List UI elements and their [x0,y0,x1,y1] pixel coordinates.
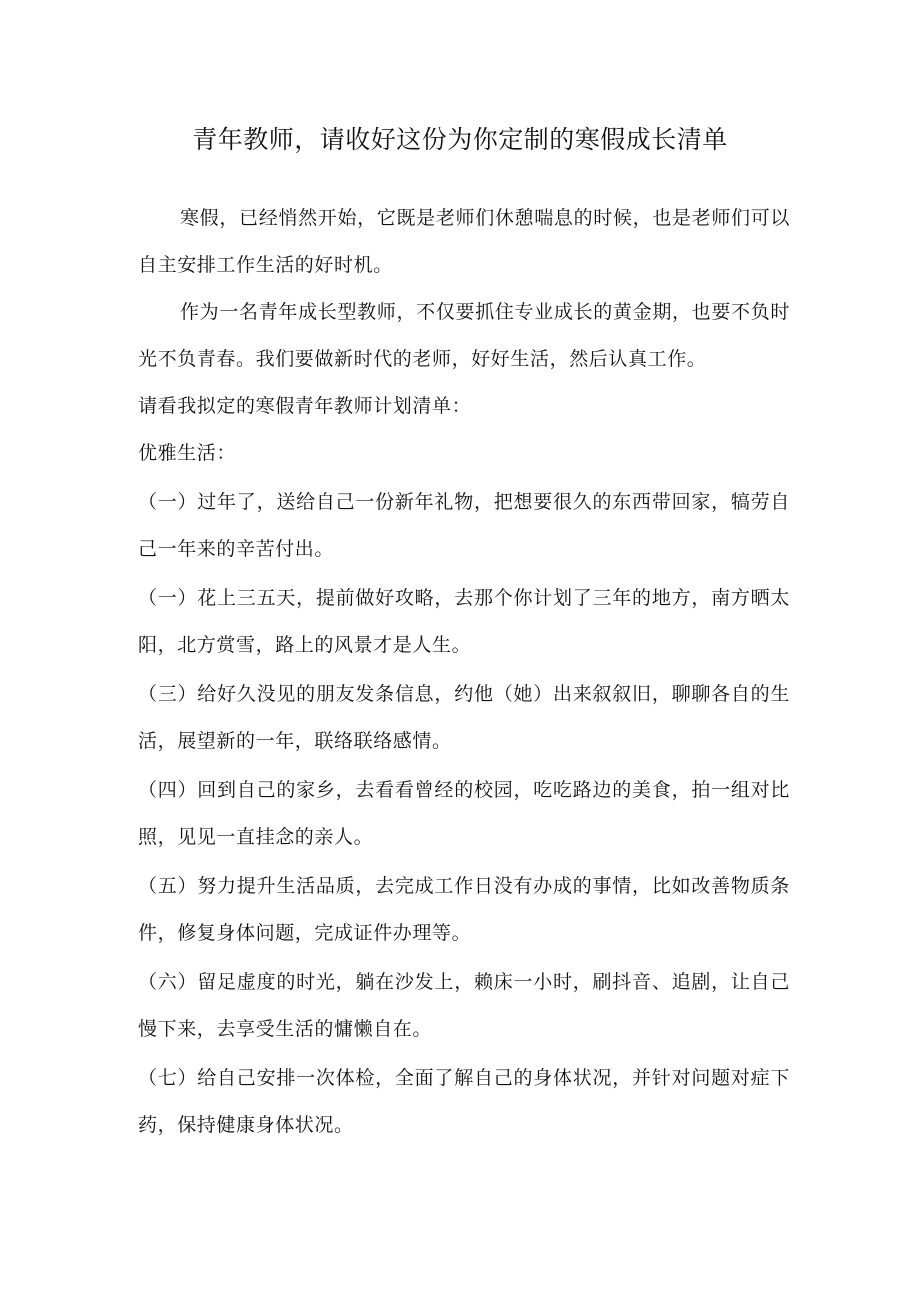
list-item: （五）努力提升生活品质，去完成工作日没有办成的事情，比如改善物质条件，修复身体问题，完成证件办理等。 [138,875,790,944]
list-item: （三）给好久没见的朋友发条信息，约他（她）出来叙叙旧，聊聊各自的生活，展望新的一年，联络联络感情。 [138,683,790,752]
plan-intro-line: 请看我拟定的寒假青年教师计划清单： [138,395,472,417]
list-item: （一）过年了，送给自己一份新年礼物，把想要很久的东西带回家，犒劳自己一年来的辛苦付出。 [138,491,790,560]
list-item: （一）花上三五天，提前做好攻略，去那个你计划了三年的地方，南方晒太阳，北方赏雪，路上的风景才是人生。 [138,587,790,656]
intro-paragraph-2: 作为一名青年成长型教师，不仅要抓住专业成长的黄金期，也要不负时光不负青春。我们要做新时代的老师，好好生活，然后认真工作。 [138,301,790,370]
section-heading: 优雅生活： [138,442,237,464]
document-title: 青年教师，请收好这份为你定制的寒假成长清单 [192,125,728,154]
intro-paragraph-1: 寒假，已经悄然开始，它既是老师们休憩喘息的时候，也是老师们可以自主安排工作生活的好时机。 [138,207,790,276]
list-item: （六）留足虚度的时光，躺在沙发上，赖床一小时，刷抖音、追剧，让自己慢下来，去享受生活的慵懒自在。 [138,971,790,1040]
list-item: （七）给自己安排一次体检，全面了解自己的身体状况，并针对问题对症下药，保持健康身体状况。 [138,1067,790,1136]
list-item: （四）回到自己的家乡，去看看曾经的校园，吃吃路边的美食，拍一组对比照，见见一直挂念的亲人。 [138,779,790,848]
document-body [138,195,790,1149]
